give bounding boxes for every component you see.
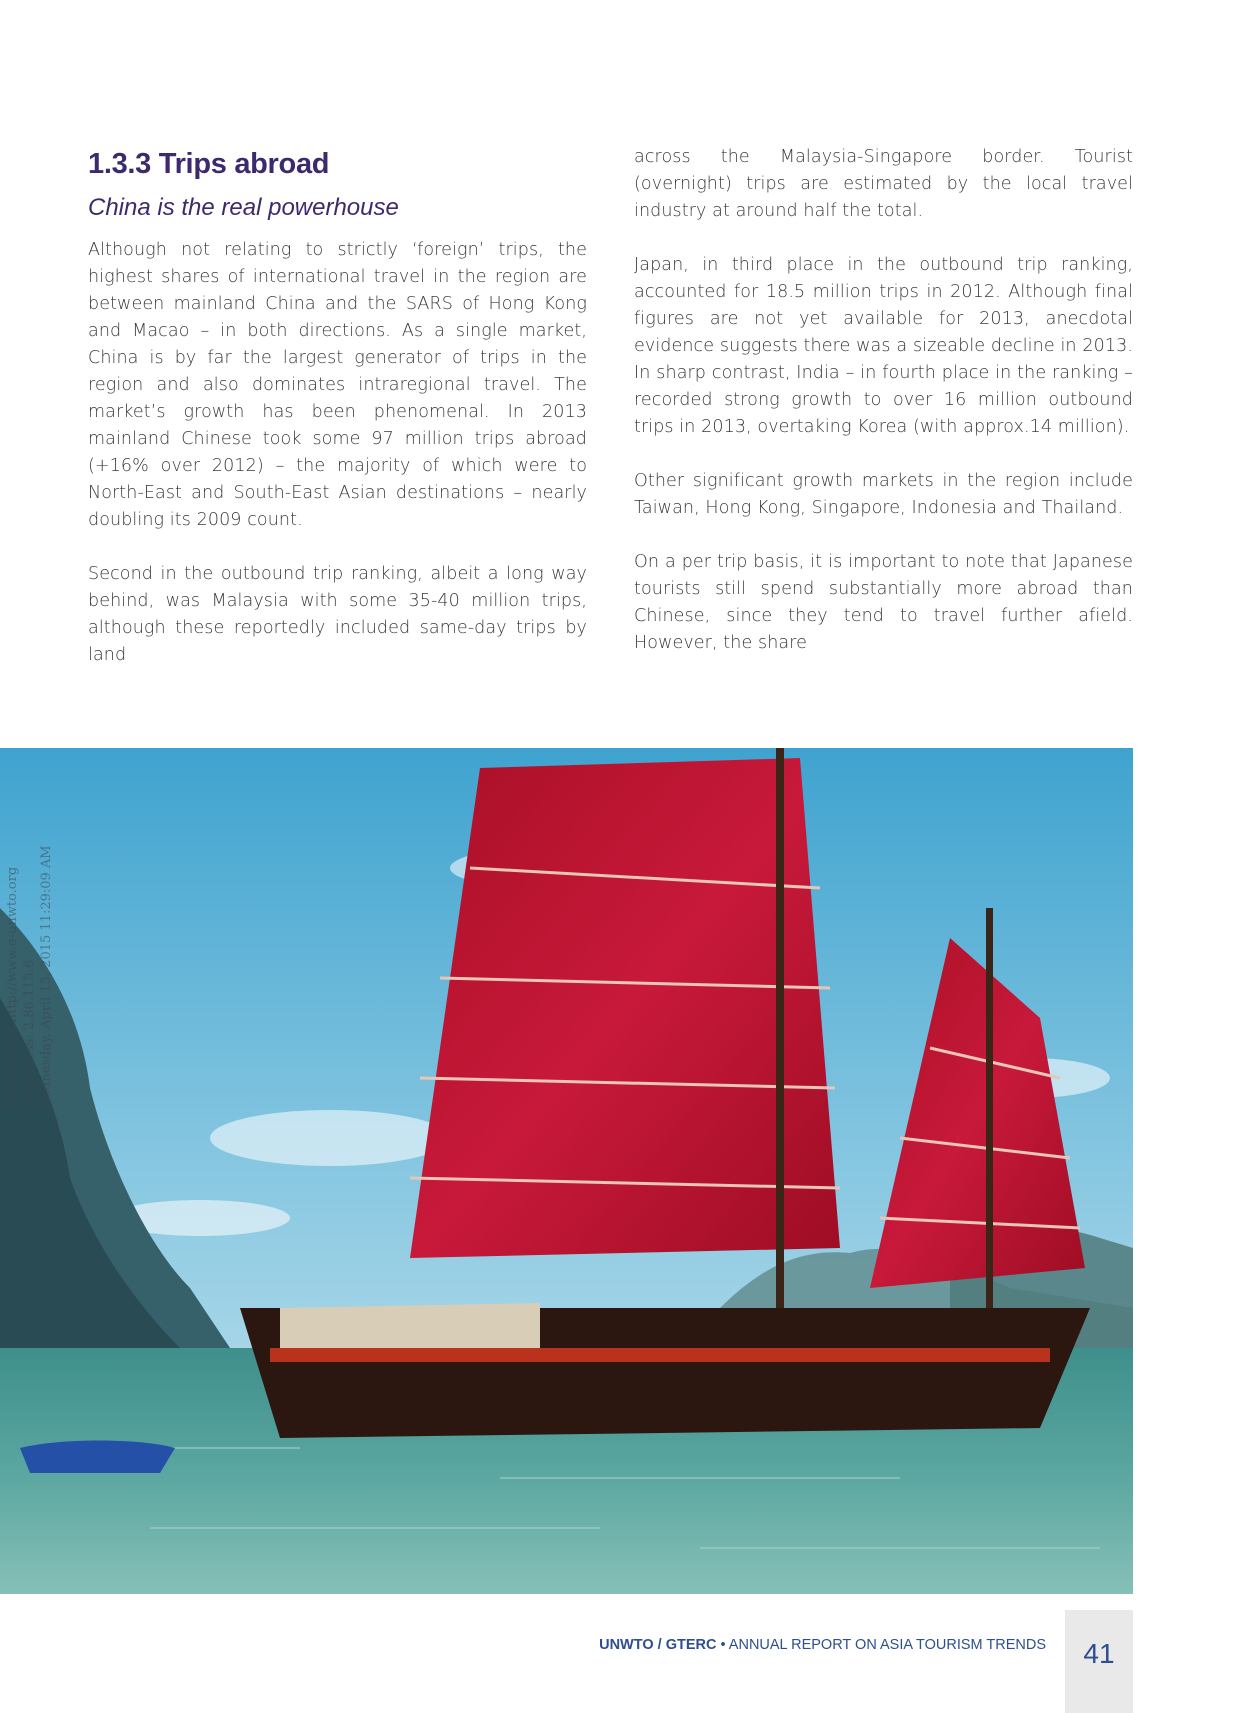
body-paragraph: Second in the outbound trip ranking, albeit a long way behind, was Malaysia with some 35-40 million trips, although these reportedly included same-day trips by land xyxy=(88,564,587,665)
body-paragraph: across the Malaysia-Singapore border. Tourist (overnight) trips are estimated by the local travel industry at around half the total. xyxy=(634,147,1133,221)
footer-org: UNWTO / GTERC xyxy=(599,1637,717,1653)
footer-bullet: • xyxy=(716,1637,729,1653)
body-paragraph: On a per trip basis, it is important to note that Japanese tourists still spend substantially more abroad than Chinese, since they tend to travel further afield. However, the share xyxy=(634,552,1133,653)
section-title: 1.3.3 Trips abroad xyxy=(88,148,330,180)
running-footer xyxy=(599,1637,1046,1653)
left-column xyxy=(88,146,587,696)
body-paragraph: Although not relating to strictly ‘foreign’ trips, the highest shares of international travel in the region are between mainland China and the SARS of Hong Kong and Macao – in both directions. As a single market, China is by far the largest generator of trips in the region and also dominates intraregional travel. The market’s growth has been phenomenal. In 2013 mainland Chinese took some 97 million trips abroad (+16% over 2012) – the majority of which were to North-East and South-East Asian destinations – nearly doubling its 2009 count. xyxy=(88,240,587,530)
junk-boat-photo xyxy=(0,748,1133,1594)
right-column xyxy=(634,144,1133,684)
page-number-box xyxy=(1065,1610,1133,1713)
body-paragraph: Japan, in third place in the outbound trip ranking, accounted for 18.5 million trips in 2012. Although final figures are not yet available for 2013, anecdotal evidence suggests there was a sizeable decline in 2013. In sharp contrast, India – in fourth place in the ranking – recorded strong growth to over 16 million outbound trips in 2013, overtaking Korea (with approx.14 million). xyxy=(634,255,1133,437)
watermark-line: Delivered by http://www.e-unwto.org xyxy=(5,866,20,1110)
footer-report-title: ANNUAL REPORT ON ASIA TOURISM TRENDS xyxy=(728,1637,1046,1653)
section-subtitle: China is the real powerhouse xyxy=(88,194,399,221)
download-watermark xyxy=(4,845,55,1110)
watermark-line: IP Address: 2.86.115.6 xyxy=(22,959,37,1110)
body-paragraph: Other significant growth markets in the region include Taiwan, Hong Kong, Singapore, Indonesia and Thailand. xyxy=(634,471,1133,518)
page-number: 41 xyxy=(1083,1638,1115,1669)
watermark-line: Wednesday, April 15, 2015 11:29:09 AM xyxy=(39,845,54,1110)
